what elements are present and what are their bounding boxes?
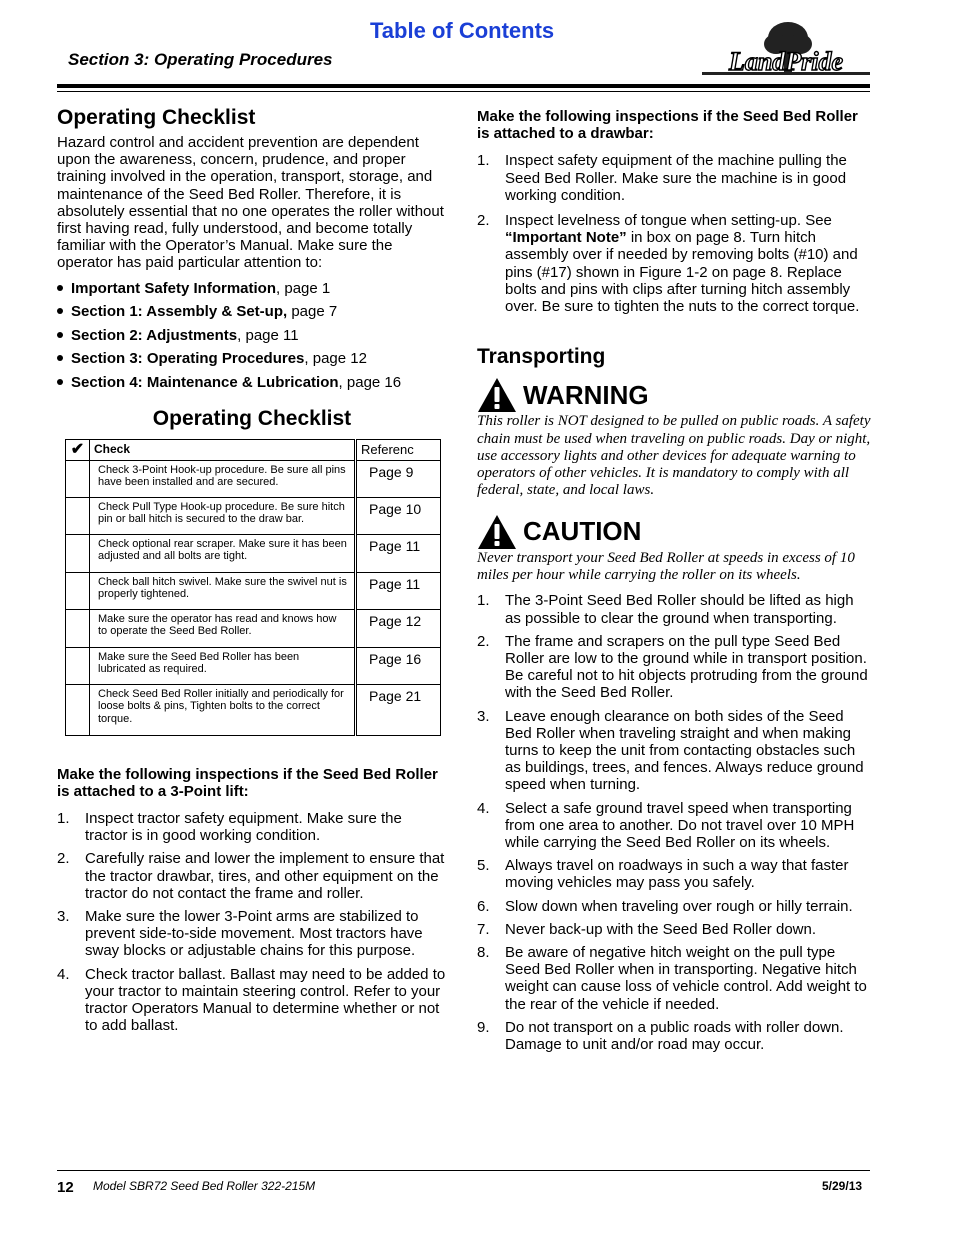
item-number: 2. xyxy=(57,850,70,868)
item-number: 1. xyxy=(477,592,490,610)
svg-text:LandPride: LandPride xyxy=(728,47,844,76)
item-text: Never back-up with the Seed Bed Roller down. xyxy=(505,920,817,938)
page-number: 12 xyxy=(57,1179,74,1196)
item-text: Be aware of negative hitch weight on the pull type Seed Bed Roller when in transporting. Negative hitch weight can cause loss of vehicle control. Add weight to the rear of the vehicle if needed. xyxy=(505,943,867,1013)
caution-label: CAUTION xyxy=(523,516,642,547)
reference-item xyxy=(57,374,447,391)
item-text: Leave enough clearance on both sides of the Seed Bed Roller when traveling straight and when making turns to keep the unit from contacting obstacles such as buildings, trees, and fences. Always reduce ground speed when turning. xyxy=(505,707,864,794)
task-cell: Make sure the Seed Bed Roller has been lubricated as required. xyxy=(90,647,356,684)
reference-item-bold: Section 4: Maintenance & Lubrication xyxy=(71,373,339,391)
header-rule-thin xyxy=(57,91,870,92)
warning-text: This roller is NOT designed to be pulled on public roads. A safety chain must be used when traveling on public roads. Day or night, use accessory lights and other devices for adequate warning to operators of other vehicles. It is mandatory to comply with all federal, state, and local laws. xyxy=(477,413,871,499)
drawbar-inspection-list xyxy=(477,152,872,315)
item-text: Make sure the lower 3-Point arms are stabilized to prevent side-to-side movement. Most tractors have sway blocks or adjustable chains for this purpose. xyxy=(85,908,423,960)
warning-sign xyxy=(477,377,872,413)
item-text: The 3-Point Seed Bed Roller should be lifted as high as possible to clear the ground when transporting. xyxy=(505,592,854,627)
list-item xyxy=(477,898,872,915)
item-text: Slow down when traveling over rough or hilly terrain. xyxy=(505,897,853,915)
item-text: Inspect tractor safety equipment. Make sure the tractor is in good working condition. xyxy=(85,810,402,845)
item-number: 4. xyxy=(57,965,70,983)
table-row xyxy=(66,497,441,534)
header-rule xyxy=(57,84,870,88)
table-header-row xyxy=(66,439,441,460)
item-text: Select a safe ground travel speed when transporting from one area to another. Do not travel over 10 MPH while carrying the Seed Bed Roller on its wheels. xyxy=(505,799,855,851)
table-row xyxy=(66,647,441,684)
reference-cell: Page 16 xyxy=(356,647,441,684)
task-cell: Check 3-Point Hook-up procedure. Be sure all pins have been installed and are secured. xyxy=(90,460,356,497)
intro-paragraph: Hazard control and accident prevention are dependent upon the awareness, concern, prudence, and proper training involved in the operation, transport, storage, and maintenance of the Seed Bed Roller. Therefore, it is absolutely essential that no one operates the roller without first having read, fully understood, and become totally familiar with the Operator’s Manual. Make sure the operator has paid particular attention to: xyxy=(57,134,444,272)
task-column-header: Check xyxy=(90,439,356,460)
check-box[interactable] xyxy=(66,572,90,609)
check-box[interactable] xyxy=(66,534,90,572)
model-label: Model SBR72 Seed Bed Roller 322-215M xyxy=(93,1179,316,1193)
item-number: 6. xyxy=(477,897,490,915)
reference-cell: Page 21 xyxy=(356,684,441,735)
item-text-cont: in box on page 8. Turn hitch assembly over if needed by removing bolts (#10) and pins (#17) shown in Figure 1-2 on page 8. Replace bolts and pins with clips after turning hitch assembly over. Be sure to tighten the nuts to the correct torque. xyxy=(505,229,860,316)
reference-item xyxy=(57,350,447,367)
reference-item-page: , page 1 xyxy=(276,279,331,297)
item-text: Check tractor ballast. Ballast may need to be added to your tractor to maintain steering control. Refer to your tractor Operators Manual to determine whether or not to add ballast. xyxy=(85,965,446,1035)
table-row xyxy=(66,534,441,572)
reference-item-page: , page 11 xyxy=(237,326,299,344)
reference-item xyxy=(57,280,447,297)
item-number: 7. xyxy=(477,920,490,938)
list-item xyxy=(57,850,447,902)
reference-column-header: Referenc xyxy=(356,439,441,460)
list-item xyxy=(477,708,872,794)
reference-cell: Page 11 xyxy=(356,534,441,572)
reference-item-bold: Section 2: Adjustments xyxy=(71,326,238,344)
left-column xyxy=(57,106,447,1040)
task-cell: Check ball hitch swivel. Make sure the swivel nut is properly tightened. xyxy=(90,572,356,609)
check-box[interactable] xyxy=(66,609,90,647)
item-text: Always travel on roadways in such a way that faster moving vehicles may pass you safely. xyxy=(505,857,849,892)
task-cell: Make sure the operator has read and knows how to operate the Seed Bed Roller. xyxy=(90,609,356,647)
list-item xyxy=(477,592,872,626)
list-item xyxy=(477,857,872,891)
caution-triangle-icon xyxy=(477,514,517,550)
table-row xyxy=(66,572,441,609)
revision-date: 5/29/13 xyxy=(822,1179,863,1193)
item-number: 2. xyxy=(477,212,490,230)
list-item xyxy=(57,966,447,1035)
item-number: 3. xyxy=(477,707,490,725)
caution-sign xyxy=(477,514,872,550)
check-box[interactable] xyxy=(66,460,90,497)
item-number: 1. xyxy=(57,810,70,828)
list-item xyxy=(57,810,447,844)
reference-item xyxy=(57,327,447,344)
reference-item-bold: Section 3: Operating Procedures xyxy=(71,350,305,368)
list-item xyxy=(477,1019,872,1053)
task-cell: Check Pull Type Hook-up procedure. Be sure hitch pin or ball hitch is secured to the draw bar. xyxy=(90,497,356,534)
three-point-inspection-list xyxy=(57,810,447,1034)
reference-cell: Page 12 xyxy=(356,609,441,647)
reference-item-page: , page 12 xyxy=(304,350,367,368)
table-row xyxy=(66,460,441,497)
item-number: 3. xyxy=(57,908,70,926)
important-note-ref: “Important Note” xyxy=(505,229,627,247)
reference-item-page: , page 16 xyxy=(338,373,402,391)
item-number: 4. xyxy=(477,799,490,817)
table-row xyxy=(66,609,441,647)
item-text: Inspect safety equipment of the machine pulling the Seed Bed Roller. Make sure the machine is in good working condition. xyxy=(505,152,847,204)
reference-list xyxy=(57,280,447,391)
list-item xyxy=(477,800,872,852)
three-point-inspection-heading: Make the following inspections if the Seed Bed Roller is attached to a 3-Point lift: xyxy=(57,765,438,800)
table-of-contents-link[interactable]: Table of Contents xyxy=(370,18,555,43)
warning-label: WARNING xyxy=(523,379,649,410)
reference-item xyxy=(57,303,447,320)
list-item xyxy=(477,633,872,702)
item-text: Inspect levelness of tongue when setting-up. See xyxy=(505,212,832,230)
operating-checklist-heading: Operating Checklist xyxy=(57,106,256,129)
footer-rule xyxy=(57,1170,870,1171)
check-box[interactable] xyxy=(66,497,90,534)
operating-checklist-table xyxy=(65,439,441,736)
checklist-table-title: Operating Checklist xyxy=(152,406,352,430)
checkmark-icon: ✔ xyxy=(70,440,85,458)
item-number: 2. xyxy=(477,632,490,650)
item-text: The frame and scrapers on the pull type Seed Bed Roller are low to the ground while in transport position. Be careful not to hit objects protruding from the ground with the Seed Bed Roller. xyxy=(505,632,868,702)
caution-text: Never transport your Seed Bed Roller at speeds in excess of 10 miles per hour while carrying the roller on its wheels. xyxy=(477,549,855,584)
warning-triangle-icon xyxy=(477,377,517,413)
right-column xyxy=(477,106,872,1059)
reference-item-page: page 7 xyxy=(287,303,338,321)
task-cell: Check Seed Bed Roller initially and periodically for loose bolts & pins, Tighten bolts to the correct torque. xyxy=(90,684,356,735)
list-item xyxy=(477,212,872,315)
list-item xyxy=(477,921,872,938)
list-item xyxy=(477,152,872,204)
transport-list xyxy=(477,592,872,1053)
check-box[interactable] xyxy=(66,647,90,684)
task-cell: Check optional rear scraper. Make sure it has been adjusted and all bolts are tight. xyxy=(90,534,356,572)
table-row xyxy=(66,684,441,735)
reference-cell: Page 11 xyxy=(356,572,441,609)
item-number: 1. xyxy=(477,152,490,170)
item-text: Carefully raise and lower the implement to ensure that the tractor drawbar, tires, and other equipment on the tractor do not contact the frame and roller. xyxy=(85,850,445,902)
land-pride-logo xyxy=(700,18,872,82)
item-number: 5. xyxy=(477,857,490,875)
transporting-heading: Transporting xyxy=(477,345,606,369)
drawbar-inspection-heading: Make the following inspections if the Seed Bed Roller is attached to a drawbar: xyxy=(477,108,858,143)
item-number: 8. xyxy=(477,943,490,961)
section-heading: Section 3: Operating Procedures xyxy=(68,50,333,69)
list-item xyxy=(57,908,447,960)
item-number: 9. xyxy=(477,1018,490,1036)
reference-item-bold: Important Safety Information xyxy=(71,279,277,297)
reference-item-bold: Section 1: Assembly & Set-up, xyxy=(71,303,288,321)
check-column-header xyxy=(66,439,90,460)
check-box[interactable] xyxy=(66,684,90,735)
list-item xyxy=(477,944,872,1013)
item-text: Do not transport on a public roads with roller down. Damage to unit and/or road may occur. xyxy=(505,1018,844,1053)
reference-cell: Page 10 xyxy=(356,497,441,534)
reference-cell: Page 9 xyxy=(356,460,441,497)
